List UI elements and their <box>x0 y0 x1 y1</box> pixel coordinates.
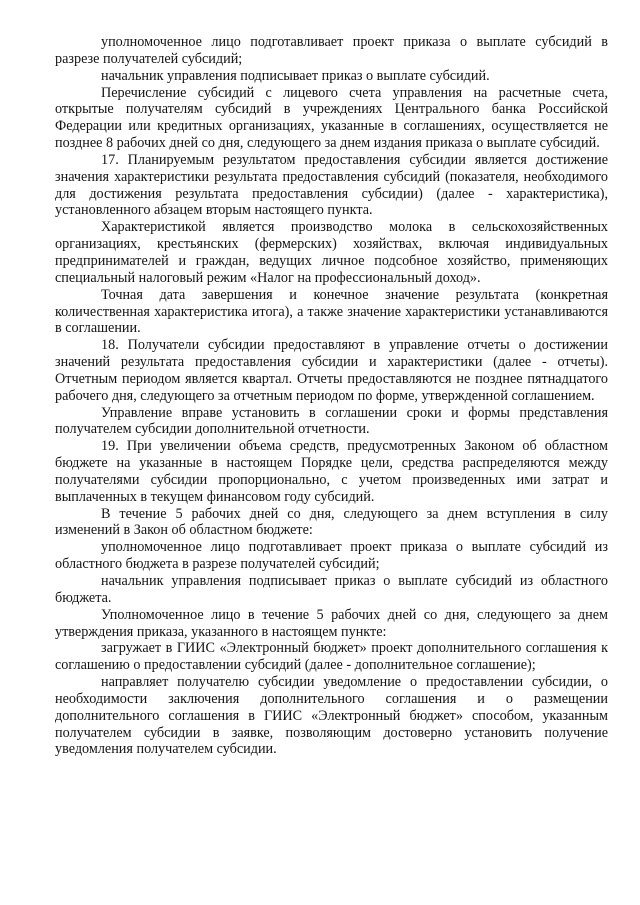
paragraph-item-17: 17. Планируемым результатом предоставления субсидии является достижение значения характеристики результата предоставления субсидий (показателя, необходимого для достижения результата предоставления субсидии) (далее - характеристика), установленного абзацем вторым настоящего пункта. <box>55 151 608 219</box>
paragraph-head-signs-regional: начальник управления подписывает приказ о выплате субсидий из областного бюджета. <box>55 573 608 606</box>
paragraph-characteristic: Характеристикой является производство молока в сельскохозяйственных организациях, крестьянских (фермерских) хозяйствах, включая индивидуальных предпринимателей и граждан, ведущих личное подсобное хозяйство, применяющих специальный налоговый режим «Налог на профессиональный доход». <box>55 219 608 286</box>
paragraph-item-18: 18. Получатели субсидии предоставляют в управление отчеты о достижении значений результата предоставления субсидии и характеристики (далее - отчеты). Отчетным периодом является квартал. Отчеты предоставляются не позднее пятнадцатого рабочего дня, следующего за отчетным периодом по форме, утвержденной соглашением. <box>55 337 608 404</box>
paragraph-draft-order-regional: уполномоченное лицо подготавливает проект приказа о выплате субсидий из областного бюджета в разрезе получателей субсидий; <box>55 539 608 573</box>
paragraph-draft-order: уполномоченное лицо подготавливает проект приказа о выплате субсидий в разрезе получателей субсидий; <box>55 34 608 67</box>
paragraph-authorized-person: Уполномоченное лицо в течение 5 рабочих дней со дня, следующего за днем утверждения приказа, указанного в настоящем пункте: <box>55 606 608 640</box>
paragraph-exact-date: Точная дата завершения и конечное значение результата (конкретная количественная характеристика итога), а также значение характеристики устанавливаются в соглашении. <box>55 286 608 337</box>
paragraph-transfer: Перечисление субсидий с лицевого счета управления на расчетные счета, открытые получателям субсидий в учреждениях Центрального банка Российской Федерации или кредитных организациях, указанные в соглашениях, осуществляется не позднее 8 рабочих дней со дня, следующего за днем издания приказа о выплате субсидий. <box>55 84 608 152</box>
paragraph-additional-reporting: Управление вправе установить в соглашении сроки и формы представления получателем субсидии дополнительной отчетности. <box>55 404 608 438</box>
paragraph-sends-notice: направляет получателю субсидии уведомление о предоставлении субсидии, о необходимости заключения дополнительного соглашения и о размещении дополнительного соглашения в ГИИС «Электронный бюджет» способом, указанным получателем субсидии в заявке, позволяющим достоверно установить получение уведомления получателем субсидии. <box>55 674 608 758</box>
paragraph-uploads: загружает в ГИИС «Электронный бюджет» проект дополнительного соглашения к соглашению о предоставлении субсидий (далее - дополнительное соглашение); <box>55 640 608 674</box>
paragraph-within-5-days: В течение 5 рабочих дней со дня, следующего за днем вступления в силу изменений в Закон об областном бюджете: <box>55 505 608 539</box>
paragraph-head-signs: начальник управления подписывает приказ о выплате субсидий. <box>101 67 490 84</box>
document-page <box>55 34 608 758</box>
paragraph-item-19: 19. При увеличении объема средств, предусмотренных Законом об областном бюджете на указанные в настоящем Порядке цели, средства распределяются между получателями субсидии пропорционально, с учетом произведенных ими затрат и выплаченных в текущем финансовом году субсидий. <box>55 438 608 505</box>
